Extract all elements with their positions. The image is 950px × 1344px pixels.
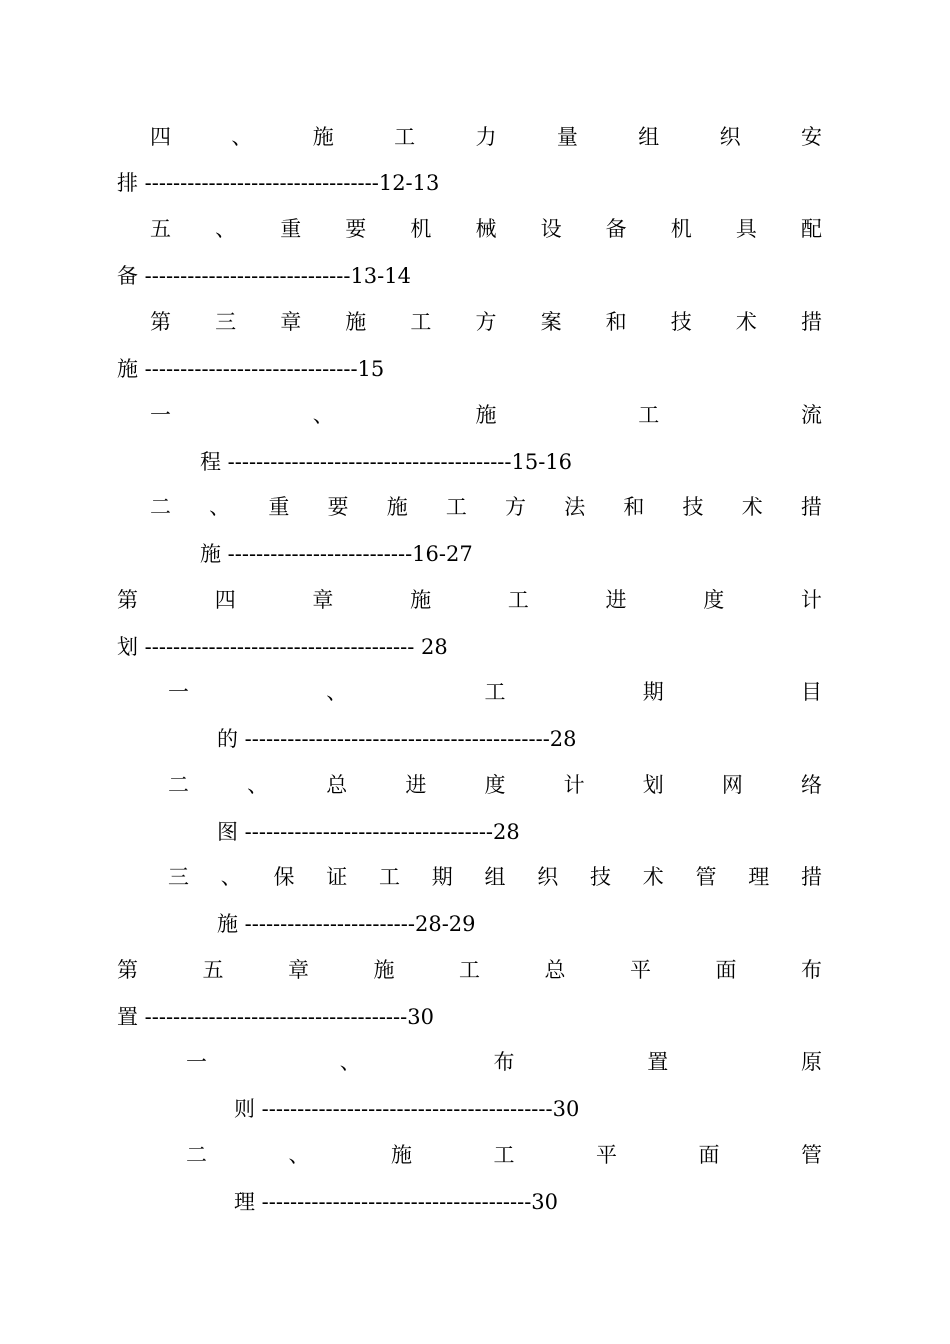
toc-char: 三 — [215, 310, 237, 334]
toc-char: 期 — [431, 865, 453, 889]
toc-entry-page: 则 -----------------------------------------30 — [234, 1097, 580, 1121]
toc-char: 目 — [801, 680, 822, 704]
toc-char: 安 — [801, 125, 822, 149]
toc-entry-title — [168, 862, 822, 892]
toc-entry-title — [168, 770, 822, 800]
toc-char: 力 — [475, 125, 497, 149]
toc-char: 络 — [801, 773, 822, 797]
toc-char: 五 — [150, 217, 171, 241]
toc-entry-page: 排 ---------------------------------12-13 — [117, 171, 440, 195]
toc-entry-title — [150, 214, 822, 244]
toc-char: 二 — [150, 495, 171, 519]
toc-entry-page: 程 ----------------------------------------15-16 — [200, 450, 573, 474]
toc-char: 组 — [484, 865, 506, 889]
toc-char: 配 — [800, 217, 822, 241]
toc-char: 织 — [719, 125, 741, 149]
toc-char: 第 — [117, 958, 138, 982]
toc-char: 、 — [326, 680, 348, 704]
toc-entry-page: 理 --------------------------------------30 — [234, 1190, 559, 1214]
toc-char: 流 — [801, 403, 822, 427]
toc-char: 四 — [150, 125, 171, 149]
toc-char: 施 — [475, 403, 497, 427]
toc-char: 布 — [493, 1050, 515, 1074]
toc-char: 五 — [202, 958, 224, 982]
toc-char: 管 — [801, 1143, 822, 1167]
toc-char: 技 — [590, 865, 611, 889]
toc-char: 量 — [556, 125, 578, 149]
toc-char: 措 — [800, 310, 822, 334]
toc-entry-page: 施 ------------------------28-29 — [217, 912, 476, 936]
toc-char: 术 — [642, 865, 664, 889]
toc-char: 和 — [623, 495, 645, 519]
toc-char: 方 — [505, 495, 527, 519]
toc-entry-title — [117, 955, 822, 985]
toc-char: 术 — [735, 310, 757, 334]
toc-char: 组 — [638, 125, 660, 149]
toc-char: 要 — [345, 217, 367, 241]
toc-char: 一 — [186, 1050, 207, 1074]
toc-char: 、 — [312, 403, 334, 427]
toc-entry-title — [150, 400, 822, 430]
toc-char: 工 — [507, 588, 529, 612]
toc-char: 械 — [475, 217, 497, 241]
toc-char: 技 — [670, 310, 692, 334]
toc-char: 平 — [630, 958, 651, 982]
toc-char: 工 — [445, 495, 467, 519]
toc-char: 计 — [800, 588, 822, 612]
toc-char: 和 — [605, 310, 627, 334]
toc-entry-title — [117, 585, 822, 615]
toc-char: 证 — [326, 865, 348, 889]
toc-char: 原 — [801, 1050, 822, 1074]
toc-char: 工 — [410, 310, 432, 334]
toc-char: 方 — [475, 310, 497, 334]
toc-char: 进 — [405, 773, 427, 797]
toc-char: 置 — [647, 1050, 669, 1074]
toc-char: 案 — [540, 310, 562, 334]
toc-char: 重 — [280, 217, 302, 241]
toc-entry-title — [168, 677, 822, 707]
toc-entry-page: 置 -------------------------------------30 — [117, 1005, 434, 1029]
toc-char: 、 — [247, 773, 269, 797]
toc-char: 第 — [150, 310, 171, 334]
toc-char: 总 — [326, 773, 348, 797]
toc-char: 章 — [288, 958, 309, 982]
toc-entry-title — [186, 1140, 822, 1170]
toc-char: 工 — [379, 865, 400, 889]
toc-char: 度 — [484, 773, 506, 797]
toc-char: 计 — [563, 773, 585, 797]
toc-char: 工 — [493, 1143, 515, 1167]
toc-char: 理 — [748, 865, 770, 889]
toc-char: 工 — [459, 958, 480, 982]
toc-char: 施 — [386, 495, 408, 519]
toc-char: 面 — [715, 958, 737, 982]
toc-char: 四 — [214, 588, 236, 612]
toc-char: 设 — [540, 217, 562, 241]
toc-char: 工 — [394, 125, 416, 149]
toc-char: 、 — [209, 495, 231, 519]
toc-char: 章 — [312, 588, 334, 612]
toc-char: 面 — [698, 1143, 720, 1167]
toc-char: 施 — [312, 125, 334, 149]
toc-char: 划 — [642, 773, 664, 797]
toc-entry-title — [186, 1047, 822, 1077]
toc-entry-page: 图 -----------------------------------28 — [217, 820, 520, 844]
toc-char: 一 — [150, 403, 171, 427]
toc-char: 重 — [268, 495, 290, 519]
toc-char: 、 — [339, 1050, 361, 1074]
toc-char: 第 — [117, 588, 138, 612]
toc-char: 工 — [484, 680, 506, 704]
toc-char: 技 — [682, 495, 704, 519]
toc-char: 施 — [391, 1143, 412, 1167]
toc-char: 措 — [801, 865, 822, 889]
toc-char: 进 — [605, 588, 627, 612]
toc-char: 三 — [168, 865, 189, 889]
toc-entry-title — [150, 307, 822, 337]
toc-char: 、 — [231, 125, 253, 149]
toc-entry-page: 施 --------------------------16-27 — [200, 542, 473, 566]
toc-char: 网 — [721, 773, 743, 797]
toc-char: 具 — [735, 217, 757, 241]
toc-char: 、 — [288, 1143, 310, 1167]
toc-char: 、 — [215, 217, 237, 241]
toc-char: 二 — [168, 773, 189, 797]
toc-char: 备 — [605, 217, 627, 241]
toc-char: 期 — [642, 680, 664, 704]
toc-char: 要 — [327, 495, 349, 519]
toc-char: 、 — [220, 865, 242, 889]
toc-char: 度 — [703, 588, 725, 612]
toc-char: 施 — [410, 588, 432, 612]
toc-char: 工 — [638, 403, 660, 427]
toc-char: 一 — [168, 680, 189, 704]
toc-char: 施 — [345, 310, 367, 334]
toc-char: 平 — [596, 1143, 617, 1167]
toc-char: 机 — [410, 217, 432, 241]
toc-char: 管 — [695, 865, 717, 889]
toc-entry-page: 的 -------------------------------------------28 — [217, 727, 577, 751]
toc-entry-title — [150, 122, 822, 152]
toc-char: 机 — [670, 217, 692, 241]
toc-char: 法 — [564, 495, 586, 519]
toc-char: 章 — [280, 310, 302, 334]
toc-char: 二 — [186, 1143, 207, 1167]
toc-entry-title — [150, 492, 822, 522]
toc-char: 织 — [537, 865, 559, 889]
toc-char: 术 — [741, 495, 763, 519]
toc-char: 布 — [801, 958, 822, 982]
toc-char: 施 — [373, 958, 395, 982]
toc-entry-page: 划 -------------------------------------- 28 — [117, 635, 448, 659]
toc-entry-page: 施 ------------------------------15 — [117, 357, 385, 381]
toc-char: 措 — [800, 495, 822, 519]
toc-char: 保 — [273, 865, 295, 889]
toc-entry-page: 备 -----------------------------13-14 — [117, 264, 411, 288]
toc-char: 总 — [544, 958, 566, 982]
